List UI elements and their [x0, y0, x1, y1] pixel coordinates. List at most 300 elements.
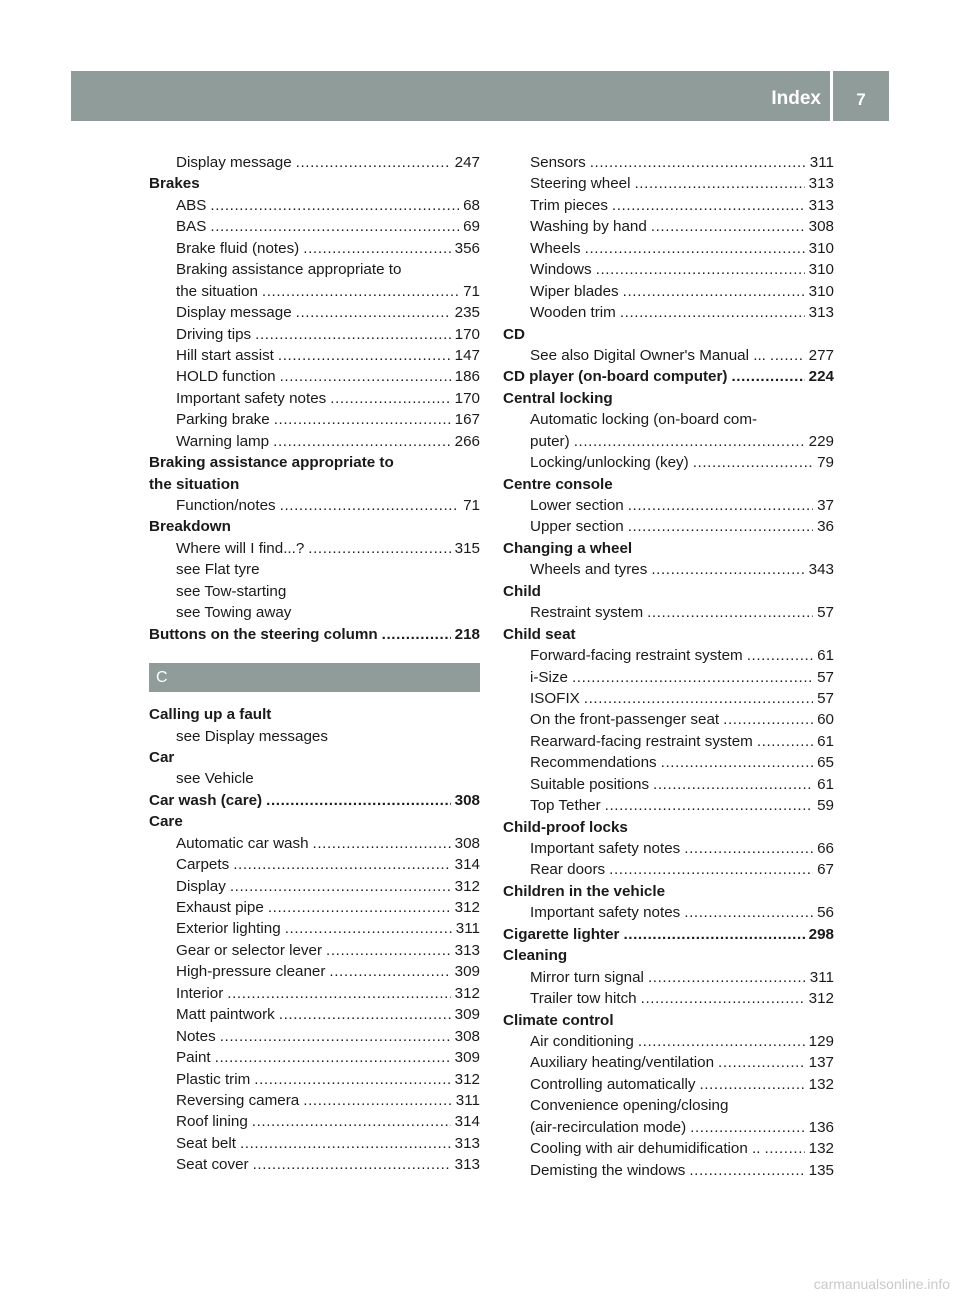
entry-label: see Tow-starting	[176, 582, 287, 600]
index-entry	[503, 859, 834, 880]
page-ref: 311	[809, 154, 834, 171]
entry-label: Convenience opening/closing	[530, 1097, 729, 1115]
entry-label: Children in the vehicle	[503, 882, 666, 900]
entry-label: Cigarette lighter	[503, 925, 620, 943]
leader-dots	[253, 1154, 451, 1175]
leader-dots	[572, 667, 813, 688]
index-entry	[149, 259, 480, 280]
entry-label: (air-recirculation mode)	[530, 1118, 687, 1136]
entry-label: Suitable positions	[530, 775, 650, 793]
entry-label: Gear or selector lever	[176, 941, 323, 959]
entry-label: see Vehicle	[176, 770, 254, 788]
page-ref: 298	[808, 925, 834, 943]
index-entry	[503, 967, 834, 988]
page-ref: 308	[808, 218, 834, 236]
entry-label: Controlling automatically	[530, 1075, 696, 1093]
entry-label: puter)	[530, 432, 570, 450]
entry-label: Car wash (care)	[149, 791, 263, 809]
index-entry	[503, 216, 834, 237]
index-entry	[149, 238, 480, 259]
index-entry	[503, 1095, 834, 1116]
page-ref: 309	[454, 963, 480, 981]
entry-label: Rearward-facing restraint system	[530, 732, 753, 750]
entry-label: Trailer tow hitch	[530, 990, 637, 1008]
leader-dots	[268, 897, 451, 918]
entry-label: Cleaning	[503, 947, 568, 965]
leader-dots	[651, 559, 804, 580]
index-heading	[149, 452, 480, 473]
leader-dots	[296, 302, 451, 323]
leader-dots	[584, 688, 813, 709]
entry-label: Windows	[530, 261, 592, 279]
page-ref: 224	[808, 368, 834, 386]
letter-section-header: C	[149, 663, 480, 692]
leader-dots	[280, 495, 459, 516]
page-ref: 312	[808, 990, 834, 1008]
index-entry	[503, 838, 834, 859]
entry-label: Where will I find...?	[176, 539, 305, 557]
page-ref: 57	[817, 668, 834, 686]
index-entry	[149, 345, 480, 366]
index-entry	[149, 366, 480, 387]
entry-label: Child	[503, 582, 541, 600]
page-ref: 313	[808, 175, 834, 193]
index-entry	[149, 602, 480, 623]
index-entry	[149, 768, 480, 789]
leader-dots	[590, 152, 806, 173]
leader-dots	[330, 388, 450, 409]
leader-dots	[731, 366, 804, 387]
entry-label: Restraint system	[530, 604, 644, 622]
page-ref: 170	[454, 389, 480, 407]
page-ref: 37	[817, 497, 834, 514]
index-entry	[503, 152, 834, 173]
index-heading	[149, 790, 480, 811]
index-heading	[503, 817, 834, 838]
entry-label: Brake fluid (notes)	[176, 239, 300, 257]
index-entry	[149, 726, 480, 747]
page-ref: 147	[454, 346, 480, 364]
index-entry	[149, 388, 480, 409]
page-ref: 313	[454, 1156, 480, 1174]
leader-dots	[718, 1052, 805, 1073]
page-ref: 129	[808, 1032, 834, 1050]
index-entry	[149, 302, 480, 323]
index-heading	[503, 945, 834, 966]
page-ref: 60	[817, 711, 834, 729]
leader-dots	[266, 790, 451, 811]
page-ref: 67	[817, 861, 834, 879]
index-entry	[149, 152, 480, 173]
index-entry	[149, 1133, 480, 1154]
leader-dots	[215, 1047, 451, 1068]
index-entry	[149, 833, 480, 854]
index-entry	[149, 281, 480, 302]
page-ref: 312	[454, 899, 480, 916]
entry-label: Lower section	[530, 497, 624, 514]
entry-label: Forward-facing restraint system	[530, 647, 743, 665]
leader-dots	[255, 324, 451, 345]
page-ref: 68	[463, 196, 480, 214]
entry-label: Function/notes	[176, 497, 276, 514]
page-ref: 132	[808, 1140, 834, 1158]
leader-dots	[634, 173, 804, 194]
leader-dots	[233, 854, 450, 875]
page-ref: 310	[808, 239, 834, 257]
leader-dots	[220, 1026, 451, 1047]
leader-dots	[285, 918, 452, 939]
index-entry	[149, 1026, 480, 1047]
page-number: 7	[856, 90, 866, 109]
index-entry	[149, 983, 480, 1004]
entry-label: ISOFIX	[530, 689, 580, 707]
entry-label: the situation	[149, 475, 240, 493]
entry-label: See also Digital Owner's Manual ...	[530, 346, 766, 364]
leader-dots	[274, 409, 451, 430]
page-ref: 314	[454, 1113, 480, 1131]
entry-label: Wheels and tyres	[530, 561, 648, 579]
page-ref: 356	[454, 239, 480, 257]
entry-label: Climate control	[503, 1011, 614, 1029]
leader-dots	[574, 431, 805, 452]
page-ref: 312	[454, 877, 480, 895]
index-entry	[149, 918, 480, 939]
page-ref: 308	[454, 834, 480, 852]
index-heading	[149, 811, 480, 832]
entry-label: On the front-passenger seat	[530, 711, 720, 729]
entry-label: Display	[176, 877, 226, 895]
leader-dots	[303, 238, 450, 259]
page-ref: 218	[454, 625, 480, 643]
entry-label: Wooden trim	[530, 304, 616, 322]
entry-label: HOLD function	[176, 368, 276, 386]
entry-label: Braking assistance appropriate to	[149, 454, 394, 472]
index-entry	[503, 602, 834, 623]
leader-dots	[661, 752, 813, 773]
entry-label: Display message	[176, 304, 292, 322]
entry-label: Interior	[176, 984, 224, 1002]
page-ref: 167	[454, 411, 480, 429]
index-entry	[503, 1117, 834, 1138]
index-heading	[149, 173, 480, 194]
entry-label: Braking assistance appropriate to	[176, 261, 402, 279]
index-entry	[503, 902, 834, 923]
index-entry	[149, 1047, 480, 1068]
entry-label: Display message	[176, 154, 292, 171]
index-heading	[503, 388, 834, 409]
index-heading	[503, 474, 834, 495]
leader-dots	[653, 774, 813, 795]
page-ref: 137	[808, 1054, 834, 1072]
page-ref: 135	[808, 1161, 834, 1179]
index-heading	[503, 924, 834, 945]
leader-dots	[210, 216, 459, 237]
index-entry	[503, 345, 834, 366]
leader-dots	[303, 1090, 452, 1111]
page-ref: 65	[817, 754, 834, 772]
index-entry	[503, 774, 834, 795]
index-entry	[149, 495, 480, 516]
entry-label: Exterior lighting	[176, 920, 281, 938]
page-ref: 312	[454, 1070, 480, 1088]
leader-dots	[689, 1160, 804, 1181]
entry-label: Important safety notes	[530, 840, 681, 857]
leader-dots	[278, 345, 451, 366]
page-ref: 57	[817, 604, 834, 622]
entry-label: Important safety notes	[176, 389, 327, 407]
index-heading	[149, 474, 480, 495]
index-heading	[149, 704, 480, 725]
entry-label: High-pressure cleaner	[176, 963, 326, 981]
index-entry	[149, 1111, 480, 1132]
entry-label: see Towing away	[176, 604, 292, 622]
index-entry	[503, 195, 834, 216]
entry-label: Child seat	[503, 625, 576, 643]
entry-label: Calling up a fault	[149, 706, 272, 724]
leader-dots	[210, 195, 459, 216]
index-entry	[149, 195, 480, 216]
page-ref: 132	[808, 1075, 834, 1093]
page-ref: 266	[454, 432, 480, 450]
index-entry	[149, 854, 480, 875]
section-title: Index	[771, 88, 821, 109]
leader-dots	[747, 645, 813, 666]
page-ref: 57	[817, 689, 834, 707]
index-entry	[503, 731, 834, 752]
index-entry	[503, 281, 834, 302]
leader-dots	[757, 731, 813, 752]
index-entry	[503, 495, 834, 516]
entry-label: Paint	[176, 1049, 211, 1067]
page-ref: 308	[454, 1027, 480, 1045]
leader-dots	[230, 876, 451, 897]
entry-label: Wiper blades	[530, 282, 619, 300]
entry-label: Exhaust pipe	[176, 899, 264, 916]
entry-label: Breakdown	[149, 518, 231, 536]
entry-label: Seat cover	[176, 1156, 249, 1174]
entry-label: Matt paintwork	[176, 1006, 275, 1024]
page-header	[71, 71, 889, 121]
entry-label: Buttons on the steering column	[149, 625, 378, 643]
entry-label: Auxiliary heating/ventilation	[530, 1054, 715, 1072]
page-ref: 312	[454, 984, 480, 1002]
entry-label: Wheels	[530, 239, 581, 257]
entry-label: the situation	[176, 282, 258, 300]
leader-dots	[596, 259, 805, 280]
entry-label: Care	[149, 813, 183, 831]
leader-dots	[628, 516, 813, 537]
entry-label: see Display messages	[176, 727, 328, 745]
entry-label: Automatic locking (on-board com-	[530, 411, 758, 429]
index-heading	[503, 581, 834, 602]
leader-dots	[329, 961, 450, 982]
entry-label: Mirror turn signal	[530, 968, 644, 986]
leader-dots	[684, 838, 813, 859]
index-entry	[503, 988, 834, 1009]
index-entry	[503, 1160, 834, 1181]
page-ref: 235	[454, 304, 480, 322]
index-entry	[149, 1090, 480, 1111]
leader-dots	[382, 624, 451, 645]
page-ref: 170	[454, 325, 480, 343]
leader-dots	[326, 940, 451, 961]
leader-dots	[628, 495, 813, 516]
index-entry	[149, 897, 480, 918]
index-entry	[503, 645, 834, 666]
index-column-right	[503, 152, 834, 1181]
index-heading	[149, 624, 480, 645]
leader-dots	[764, 1138, 804, 1159]
entry-label: i-Size	[530, 668, 568, 686]
entry-label: Recommendations	[530, 754, 657, 772]
entry-label: Washing by hand	[530, 218, 647, 236]
leader-dots	[308, 538, 450, 559]
index-entry	[503, 238, 834, 259]
entry-label: Driving tips	[176, 325, 252, 343]
index-entry	[149, 581, 480, 602]
page-ref: 313	[808, 304, 834, 322]
index-entry	[149, 1154, 480, 1175]
index-entry	[503, 795, 834, 816]
leader-dots	[240, 1133, 451, 1154]
leader-dots	[227, 983, 450, 1004]
leader-dots	[313, 833, 451, 854]
entry-label: Car	[149, 748, 175, 766]
leader-dots	[279, 1004, 451, 1025]
index-heading	[503, 624, 834, 645]
index-entry	[503, 1138, 834, 1159]
entry-label: Upper section	[530, 518, 624, 536]
index-heading	[503, 538, 834, 559]
index-entry	[149, 1004, 480, 1025]
leader-dots	[254, 1069, 450, 1090]
index-entry	[503, 1031, 834, 1052]
page-ref: 79	[817, 454, 834, 472]
leader-dots	[623, 924, 804, 945]
page-ref: 311	[455, 1091, 480, 1109]
index-heading	[149, 747, 480, 768]
leader-dots	[262, 281, 459, 302]
entry-label: CD player (on-board computer)	[503, 368, 728, 386]
index-entry	[503, 1074, 834, 1095]
entry-label: Reversing camera	[176, 1091, 300, 1109]
index-entry	[503, 688, 834, 709]
index-entry	[503, 431, 834, 452]
page-ref: 61	[817, 775, 834, 793]
entry-label: Roof lining	[176, 1113, 248, 1131]
entry-label: Warning lamp	[176, 432, 270, 450]
entry-label: Demisting the windows	[530, 1161, 686, 1179]
page-ref: 71	[463, 497, 480, 514]
index-heading	[503, 366, 834, 387]
leader-dots	[296, 152, 451, 173]
entry-label: Locking/unlocking (key)	[530, 454, 689, 472]
entry-label: see Flat tyre	[176, 561, 260, 579]
page-ref: 309	[454, 1006, 480, 1024]
entry-label: Parking brake	[176, 411, 270, 429]
index-heading	[503, 881, 834, 902]
watermark: carmanualsonline.info	[813, 1276, 950, 1292]
page-ref: 69	[463, 218, 480, 236]
index-entry	[149, 1069, 480, 1090]
page-ref: 247	[454, 154, 480, 171]
index-heading	[149, 516, 480, 537]
index-entry	[149, 324, 480, 345]
index-heading	[503, 1010, 834, 1031]
page-ref: 136	[808, 1118, 834, 1136]
leader-dots	[647, 602, 813, 623]
leader-dots	[693, 452, 813, 473]
entry-label: Central locking	[503, 389, 613, 407]
entry-label: Notes	[176, 1027, 216, 1045]
index-entry	[503, 516, 834, 537]
leader-dots	[723, 709, 813, 730]
index-entry	[149, 559, 480, 580]
page-ref: 308	[454, 791, 480, 809]
leader-dots	[609, 859, 813, 880]
page-ref: 343	[808, 561, 834, 579]
index-entry	[503, 452, 834, 473]
index-entry	[503, 752, 834, 773]
index-entry	[149, 216, 480, 237]
entry-label: Steering wheel	[530, 175, 631, 193]
page-ref: 277	[808, 346, 834, 364]
leader-dots	[605, 795, 813, 816]
page-ref: 313	[808, 196, 834, 214]
page-ref: 186	[454, 368, 480, 386]
leader-dots	[273, 431, 451, 452]
leader-dots	[648, 967, 806, 988]
leader-dots	[641, 988, 805, 1009]
entry-label: Seat belt	[176, 1134, 236, 1152]
entry-label: Cooling with air dehumidification ..	[530, 1140, 761, 1158]
page-ref: 61	[817, 647, 834, 665]
index-entry	[503, 302, 834, 323]
leader-dots	[684, 902, 813, 923]
index-entry	[503, 559, 834, 580]
leader-dots	[620, 302, 805, 323]
page-ref: 314	[454, 856, 480, 874]
index-entry	[503, 173, 834, 194]
entry-label: Centre console	[503, 475, 613, 493]
page-ref: 313	[454, 941, 480, 959]
index-entry	[149, 940, 480, 961]
page-ref: 229	[808, 432, 834, 450]
page-ref: 313	[454, 1134, 480, 1152]
page-ref: 61	[817, 732, 834, 750]
entry-label: Trim pieces	[530, 196, 608, 214]
entry-label: CD	[503, 325, 525, 343]
entry-label: ABS	[176, 196, 207, 214]
index-entry	[503, 1052, 834, 1073]
page-ref: 56	[817, 904, 834, 922]
leader-dots	[699, 1074, 804, 1095]
page-ref: 311	[809, 968, 834, 986]
index-entry	[149, 409, 480, 430]
leader-dots	[612, 195, 805, 216]
leader-dots	[252, 1111, 451, 1132]
page-ref: 309	[454, 1049, 480, 1067]
index-entry	[503, 259, 834, 280]
page-ref: 311	[455, 920, 480, 938]
entry-label: Air conditioning	[530, 1032, 634, 1050]
index-column-left	[149, 152, 480, 1176]
index-heading	[503, 324, 834, 345]
entry-label: Child-proof locks	[503, 818, 628, 836]
leader-dots	[638, 1031, 805, 1052]
entry-label: Plastic trim	[176, 1070, 251, 1088]
index-entry	[149, 538, 480, 559]
